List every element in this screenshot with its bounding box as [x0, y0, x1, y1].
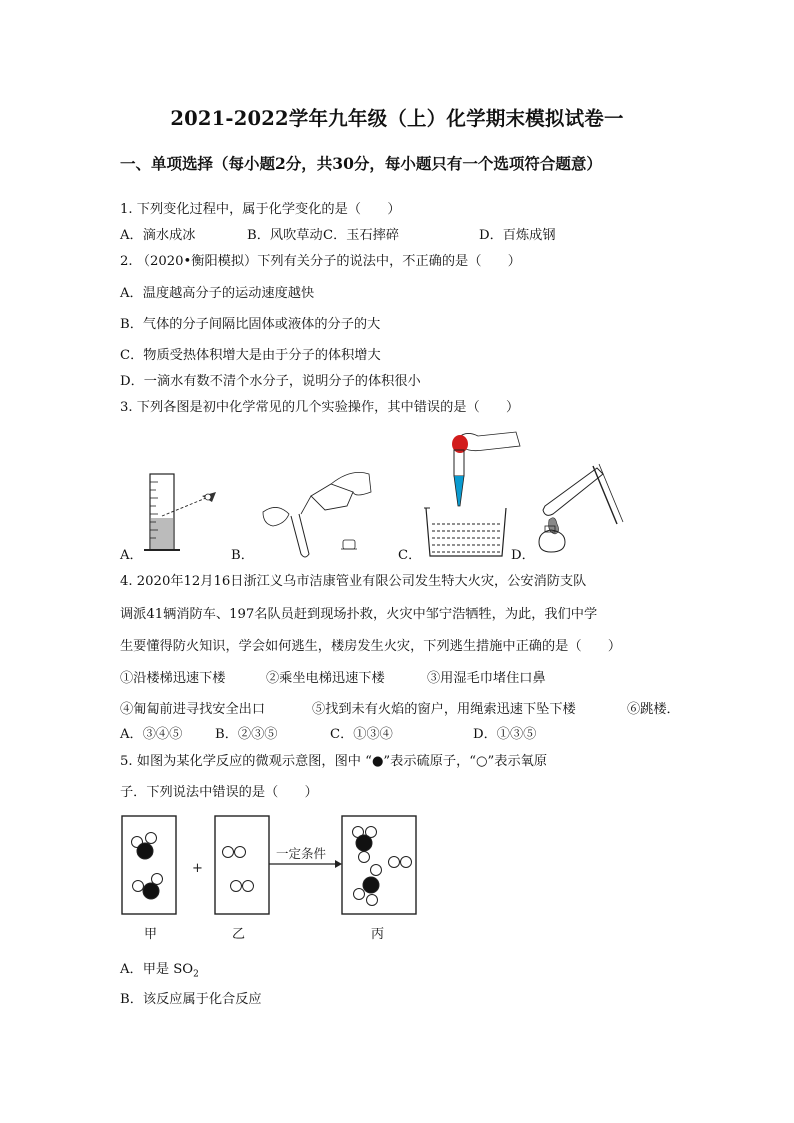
q4-measure-5: ⑤找到未有火焰的窗户，用绳索迅速下坠下楼: [312, 702, 576, 717]
q2-option-c: C．物质受热体积增大是由于分子的体积增大: [120, 348, 381, 363]
q4-measure-3: ③用湿毛巾堵住口鼻: [427, 671, 546, 686]
question-3-stem: 3. 下列各图是初中化学常见的几个实验操作，其中错误的是（ ）: [120, 400, 520, 415]
q4-measure-1: ①沿楼梯迅速下楼: [120, 671, 226, 686]
dropper-beaker-figure: [420, 428, 520, 558]
q3-option-c: C．: [398, 548, 422, 563]
label-jia: 甲: [144, 927, 158, 942]
q5-option-b: B．该反应属于化合反应: [120, 992, 262, 1007]
plus-sign: +: [192, 861, 203, 876]
q5-option-a-subscript: 2: [193, 969, 199, 980]
q2-option-b: B．气体的分子间隔比固体或液体的分子的大: [120, 317, 381, 332]
test-tube-heating-figure: [535, 460, 635, 560]
q5-option-a: [120, 958, 199, 980]
question-4-stem-line-2: 调派41辆消防车、197名队员赶到现场扑救，火灾中邹宁浩牺牲，为此，我们中学: [120, 607, 598, 622]
q2-option-d: D．一滴水有数不清个水分子，说明分子的体积很小: [120, 374, 421, 389]
q1-option-b: B．风吹草动: [247, 228, 323, 243]
reaction-diagram: [118, 812, 428, 947]
q4-measure-4: ④匍匐前进寻找安全出口: [120, 702, 266, 717]
q1-option-a: A．滴水成冰: [120, 228, 196, 243]
q4-measure-2: ②乘坐电梯迅速下楼: [266, 671, 385, 686]
q4-option-c: C．①③④: [330, 727, 393, 742]
q4-option-d: D．①③⑤: [473, 727, 537, 742]
question-4-stem-line-1: 4. 2020年12月16日浙江义乌市洁康管业有限公司发生特大火灾，公安消防支队: [120, 574, 587, 589]
so3-molecule: [353, 827, 377, 863]
page-title: 2021-2022学年九年级（上）化学期末模拟试卷一: [170, 107, 624, 130]
label-yi: 乙: [232, 927, 246, 942]
reactant-box-yi: [215, 816, 269, 914]
q1-option-c: C．玉石摔碎: [323, 228, 400, 243]
q1-option-d: D．百炼成钢: [479, 228, 556, 243]
question-5-stem-line-2: 子．下列说法中错误的是（ ）: [120, 785, 318, 800]
q4-option-b: B．②③⑤: [215, 727, 278, 742]
so2-molecule: [132, 833, 157, 860]
so3-molecule: [354, 865, 382, 906]
section-heading: 一、单项选择（每小题2分，共30分，每小题只有一个选项符合题意）: [120, 154, 602, 173]
q2-option-a: A．温度越高分子的运动速度越快: [120, 286, 315, 301]
arrow-condition-label: 一定条件: [276, 846, 327, 861]
graduated-cylinder-figure: [140, 470, 230, 556]
so2-molecule: [133, 874, 163, 900]
label-bing: 丙: [371, 927, 385, 942]
q5-option-a-text: A．甲是 SO: [120, 962, 194, 977]
pouring-liquid-figure: [255, 462, 385, 562]
q3-option-b: B．: [231, 548, 254, 563]
q4-measure-6: ⑥跳楼．: [627, 702, 680, 717]
question-2-stem: 2. （2020•衡阳模拟）下列有关分子的说法中，不正确的是（ ）: [120, 254, 521, 269]
question-1-stem: 1. 下列变化过程中，属于化学变化的是（ ）: [120, 202, 401, 217]
o2-molecule: [389, 857, 412, 868]
q3-option-d: D．: [511, 548, 535, 563]
question-5-stem-line-1: 5. 如图为某化学反应的微观示意图，图中 “●”表示硫原子，“○”表示氧原: [120, 754, 548, 769]
reactant-box-jia: [122, 816, 176, 914]
q4-option-a: A．③④⑤: [120, 727, 183, 742]
question-4-stem-line-3: 生要懂得防火知识，学会如何逃生，楼房发生火灾，下列逃生措施中正确的是（ ）: [120, 639, 622, 654]
q3-option-a: A．: [120, 548, 143, 563]
o2-molecule: [231, 881, 254, 892]
o2-molecule: [223, 847, 246, 858]
